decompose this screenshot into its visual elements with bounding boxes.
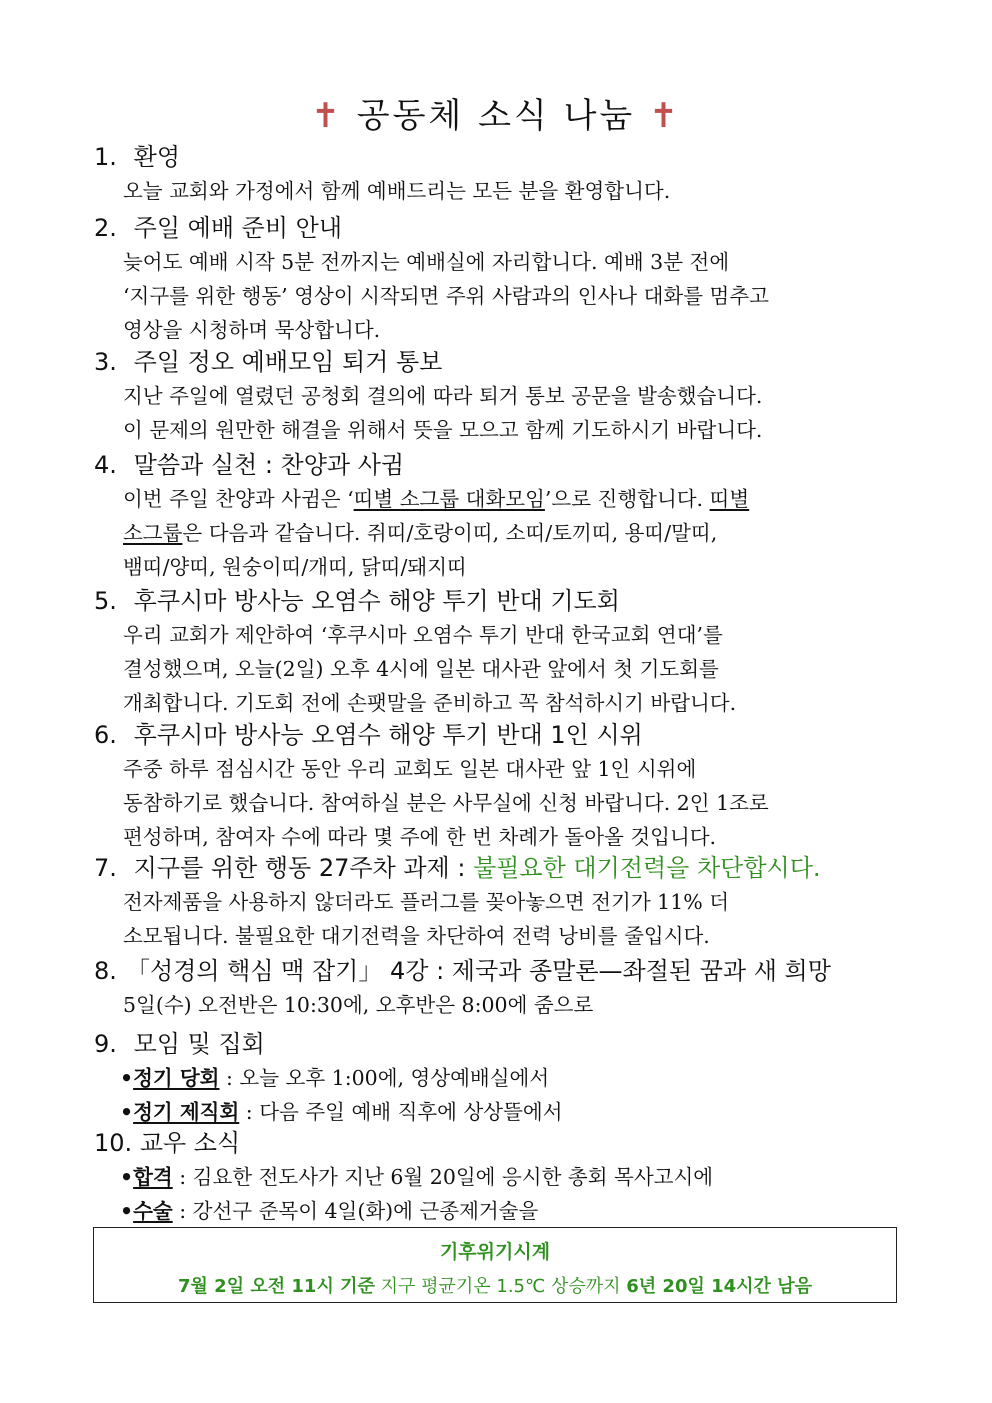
section-number: 1. — [94, 143, 117, 171]
body-line: 개최합니다. 기도회 전에 손팻말을 준비하고 꼭 참석하시기 바랍니다. — [123, 691, 737, 715]
section-number: 8. — [94, 957, 117, 985]
bullet-label: 정기 제직회 — [133, 1100, 240, 1124]
section-worship-prep — [94, 211, 900, 347]
bullet-text: : 강선구 준목이 4일(화)에 근종제거술을 — [172, 1199, 539, 1223]
underlined-text: 띠별 — [709, 487, 750, 511]
body-line: 편성하며, 참여자 수에 따라 몇 주에 한 번 차례가 돌아올 것입니다. — [123, 825, 717, 849]
bullet-text: : 김요한 전도사가 지난 6월 20일에 응시한 총회 목사고시에 — [172, 1165, 714, 1189]
body-line: ‘지구를 위한 행동’ 영상이 시작되면 주위 사람과의 인사나 대화를 멈추고 — [123, 284, 769, 308]
body-text: 이번 주일 찬양과 사귐은 ‘ — [123, 487, 354, 511]
section-member-news — [94, 1126, 900, 1228]
section-heading: 후쿠시마 방사능 오염수 해양 투기 반대 1인 시위 — [133, 721, 643, 749]
section-heading: 「성경의 핵심 맥 잡기」 4강 : 제국과 종말론—좌절된 꿈과 새 희망 — [126, 957, 831, 985]
bullet-label: 수술 — [133, 1199, 173, 1223]
section-earth-action — [94, 851, 900, 953]
bullet-text: : 오늘 오후 1:00에, 영상예배실에서 — [219, 1066, 550, 1090]
section-eviction-notice — [94, 345, 900, 447]
body-line: 이 문제의 원만한 해결을 위해서 뜻을 모으고 함께 기도하시기 바랍니다. — [123, 418, 763, 442]
task-highlight: 불필요한 대기전력을 차단합시다. — [473, 854, 821, 882]
section-number: 2. — [94, 214, 117, 242]
body-line: 뱀띠/양띠, 원숭이띠/개띠, 닭띠/돼지띠 — [123, 555, 467, 579]
section-word-practice — [94, 448, 900, 584]
body-line: 소모됩니다. 불필요한 대기전력을 차단하여 전력 낭비를 줄입시다. — [123, 924, 710, 948]
body-line: 지난 주일에 열렸던 공청회 결의에 따라 퇴거 통보 공문을 발송했습니다. — [123, 384, 763, 408]
section-heading: 주일 예배 준비 안내 — [133, 214, 342, 242]
body-line: 주중 하루 점심시간 동안 우리 교회도 일본 대사관 앞 1인 시위에 — [123, 757, 697, 781]
underlined-text: 띠별 소그룹 대화모임 — [353, 487, 545, 511]
body-line: 우리 교회가 제안하여 ‘후쿠시마 오염수 투기 반대 한국교회 연대’를 — [123, 623, 723, 647]
bullet-label: 정기 당회 — [133, 1066, 220, 1090]
bullet-label: 합격 — [133, 1165, 173, 1189]
section-prayer-meeting — [94, 584, 900, 720]
section-number: 7. — [94, 854, 117, 882]
clock-description: 지구 평균기온 1.5℃ 상승까지 — [374, 1276, 627, 1297]
body-line: 동참하기로 했습니다. 참여하실 분은 사무실에 신청 바랍니다. 2인 1조로 — [123, 791, 769, 815]
cross-icon: ✝ — [649, 96, 681, 136]
section-bible-lecture — [94, 954, 900, 1022]
section-number: 9. — [94, 1030, 117, 1058]
section-heading: 주일 정오 예배모임 퇴거 통보 — [133, 348, 443, 376]
underlined-text: 소그룹 — [123, 521, 183, 545]
bullet-item: •수술 : 강선구 준목이 4일(화)에 근종제거술을 — [120, 1199, 539, 1223]
climate-clock-title: 기후위기시계 — [439, 1241, 551, 1263]
climate-clock-text — [94, 1272, 896, 1298]
climate-clock-box — [93, 1227, 897, 1303]
section-heading: 말씀과 실천 : 찬양과 사귐 — [133, 451, 405, 479]
bullet-text: : 다음 주일 예배 직후에 상상뜰에서 — [239, 1100, 563, 1124]
body-line: 늦어도 예배 시작 5분 전까지는 예배실에 자리합니다. 예배 3분 전에 — [123, 250, 730, 274]
section-heading: 모임 및 집회 — [133, 1030, 265, 1058]
clock-remaining-time: 6년 20일 14시간 남음 — [626, 1276, 812, 1297]
bullet-item: •정기 당회 : 오늘 오후 1:00에, 영상예배실에서 — [120, 1066, 550, 1090]
section-number: 3. — [94, 348, 117, 376]
section-heading: 지구를 위한 행동 27주차 과제 : — [133, 854, 474, 882]
body-line: 5일(수) 오전반은 10:30에, 오후반은 8:00에 줌으로 — [123, 993, 594, 1017]
body-line: 전자제품을 사용하지 않더라도 플러그를 꽂아놓으면 전기가 11% 더 — [123, 890, 730, 914]
bullet-item: •합격 : 김요한 전도사가 지난 6월 20일에 응시한 총회 목사고시에 — [120, 1165, 714, 1189]
section-protest — [94, 718, 900, 854]
section-heading: 환영 — [133, 143, 181, 171]
page-title — [0, 88, 992, 137]
section-number: 10. — [94, 1129, 133, 1157]
title-text: 공동체 소식 나눔 — [356, 96, 636, 136]
body-line: 오늘 교회와 가정에서 함께 예배드리는 모든 분을 환영합니다. — [123, 179, 671, 203]
section-meetings — [94, 1027, 900, 1129]
body-line: 결성했으며, 오늘(2일) 오후 4시에 일본 대사관 앞에서 첫 기도회를 — [123, 657, 719, 681]
section-number: 4. — [94, 451, 117, 479]
clock-reference-time: 7월 2일 오전 11시 기준 — [178, 1276, 375, 1297]
body-line: 영상을 시청하며 묵상합니다. — [123, 318, 381, 342]
section-heading: 후쿠시마 방사능 오염수 해양 투기 반대 기도회 — [133, 587, 620, 615]
section-heading: 교우 소식 — [139, 1129, 241, 1157]
body-text: 은 다음과 같습니다. 쥐띠/호랑이띠, 소띠/토끼띠, 용띠/말띠, — [182, 521, 718, 545]
bullet-item: •정기 제직회 : 다음 주일 예배 직후에 상상뜰에서 — [120, 1100, 563, 1124]
body-text: ’으로 진행합니다. — [544, 487, 710, 511]
section-welcome — [94, 140, 900, 208]
cross-icon: ✝ — [311, 96, 343, 136]
section-number: 5. — [94, 587, 117, 615]
section-number: 6. — [94, 721, 117, 749]
